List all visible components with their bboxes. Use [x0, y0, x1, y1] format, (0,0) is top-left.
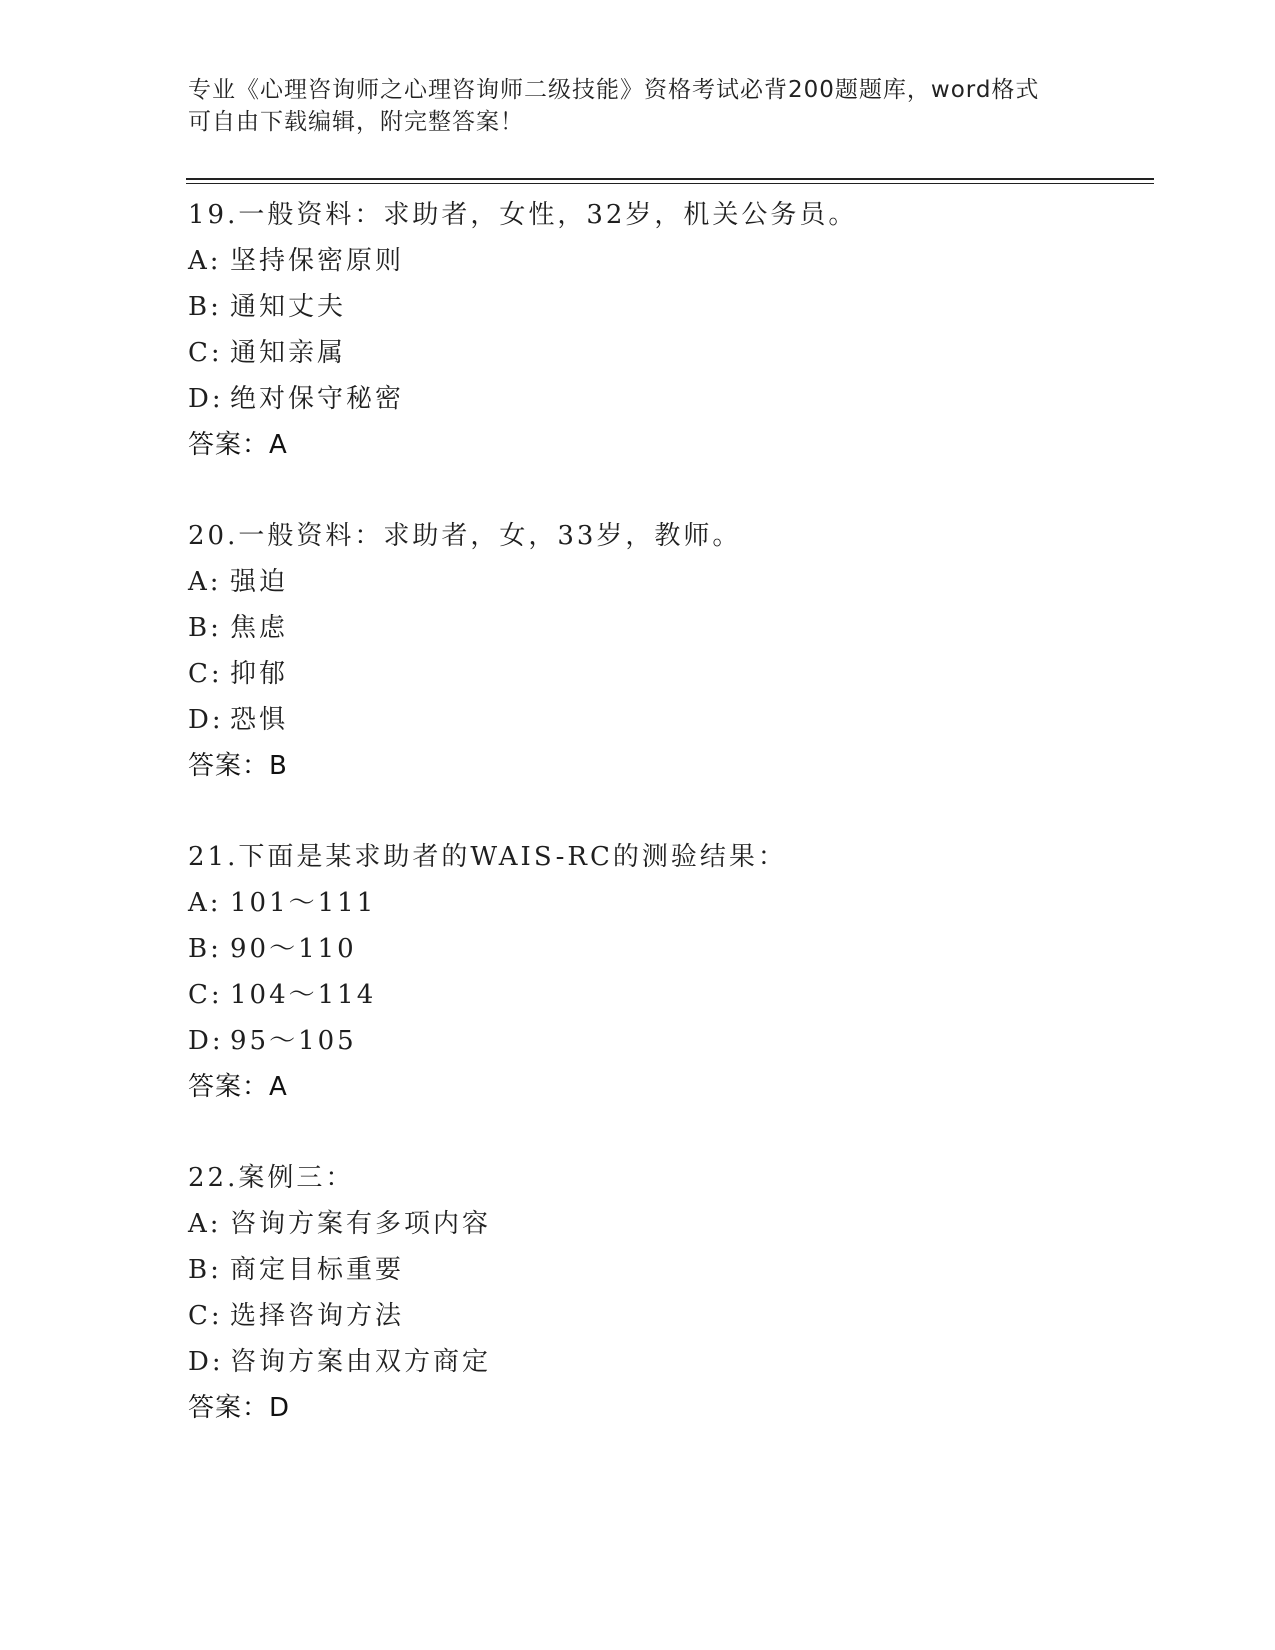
- option-text: 商定目标重要: [230, 1255, 405, 1285]
- header-line-1: 专业《心理咨询师之心理咨询师二级技能》资格考试必背200题题库，word格式: [188, 77, 1040, 103]
- option-letter: D:: [188, 705, 224, 735]
- option-letter: D:: [188, 384, 224, 414]
- option-text: 104～114: [230, 980, 377, 1010]
- option-c: [188, 972, 1148, 1018]
- option-b: [188, 605, 1148, 651]
- answer-line: 答案：A: [188, 430, 288, 460]
- header-divider-thick: [186, 178, 1154, 180]
- option-b: [188, 284, 1148, 330]
- option-letter: D:: [188, 1347, 224, 1377]
- option-b: [188, 926, 1148, 972]
- option-text: 咨询方案有多项内容: [230, 1209, 492, 1239]
- option-letter: C:: [188, 659, 223, 689]
- option-c: [188, 1293, 1148, 1339]
- question-stem: 19.一般资料：求助者，女性，32岁，机关公务员。: [188, 200, 858, 230]
- option-letter: D:: [188, 1026, 224, 1056]
- answer-line: 答案：A: [188, 1072, 288, 1102]
- option-a: [188, 238, 1148, 284]
- option-letter: A:: [188, 246, 222, 276]
- option-letter: A:: [188, 1209, 222, 1239]
- answer-line: 答案：B: [188, 751, 288, 781]
- option-text: 通知丈夫: [230, 292, 347, 322]
- option-letter: A:: [188, 888, 222, 918]
- document-header: [188, 74, 1088, 138]
- option-text: 选择咨询方法: [230, 1301, 405, 1331]
- option-text: 绝对保守秘密: [230, 384, 405, 414]
- question-list: [188, 192, 1148, 1431]
- option-text: 咨询方案由双方商定: [230, 1347, 492, 1377]
- option-d: [188, 697, 1148, 743]
- option-letter: B:: [188, 613, 222, 643]
- option-letter: C:: [188, 980, 223, 1010]
- option-b: [188, 1247, 1148, 1293]
- header-line-2: 可自由下载编辑，附完整答案！: [188, 109, 524, 135]
- option-letter: B:: [188, 1255, 222, 1285]
- option-d: [188, 1339, 1148, 1385]
- answer-line: 答案：D: [188, 1393, 291, 1423]
- option-text: 95～105: [230, 1026, 357, 1056]
- question-stem: 21.下面是某求助者的WAIS-RC的测验结果：: [188, 842, 787, 872]
- option-c: [188, 330, 1148, 376]
- option-text: 强迫: [230, 567, 289, 597]
- option-letter: C:: [188, 338, 223, 368]
- option-letter: B:: [188, 934, 222, 964]
- question-stem: 22.案例三：: [188, 1163, 355, 1193]
- option-a: [188, 880, 1148, 926]
- option-a: [188, 559, 1148, 605]
- option-text: 抑郁: [230, 659, 289, 689]
- option-text: 恐惧: [230, 705, 289, 735]
- option-text: 101～111: [230, 888, 377, 918]
- option-c: [188, 651, 1148, 697]
- option-text: 90～110: [230, 934, 357, 964]
- option-text: 坚持保密原则: [230, 246, 405, 276]
- option-text: 焦虑: [230, 613, 289, 643]
- option-d: [188, 376, 1148, 422]
- question-21: [188, 834, 1148, 1110]
- question-22: [188, 1155, 1148, 1431]
- option-letter: A:: [188, 567, 222, 597]
- question-stem: 20.一般资料：求助者，女，33岁，教师。: [188, 521, 742, 551]
- option-text: 通知亲属: [230, 338, 347, 368]
- option-letter: C:: [188, 1301, 223, 1331]
- option-letter: B:: [188, 292, 222, 322]
- question-19: [188, 192, 1148, 468]
- option-d: [188, 1018, 1148, 1064]
- header-divider-thin: [186, 183, 1154, 184]
- question-20: [188, 513, 1148, 789]
- option-a: [188, 1201, 1148, 1247]
